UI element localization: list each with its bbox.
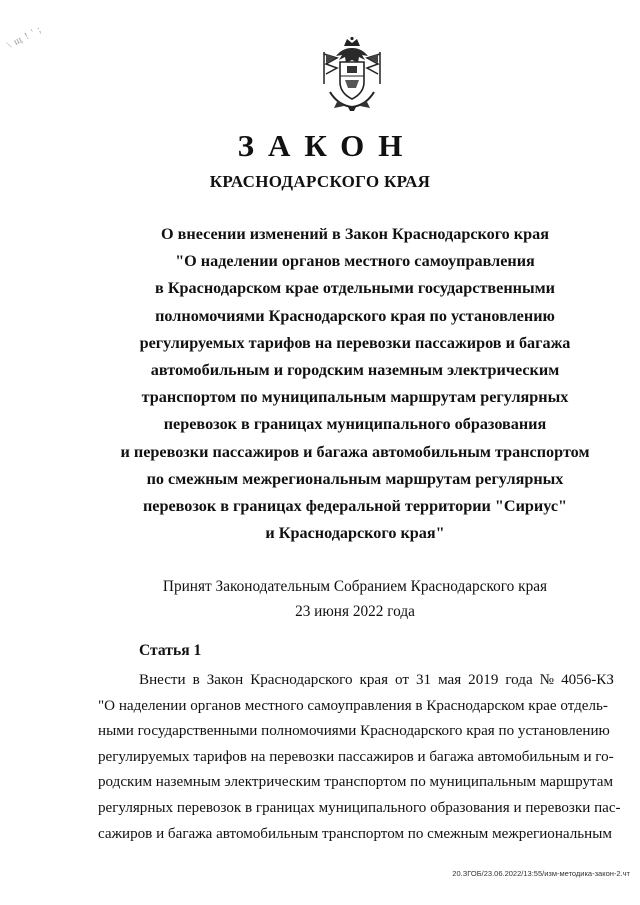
article-line xyxy=(98,668,614,694)
document-subtitle: КРАСНОДАРСКОГО КРАЯ xyxy=(209,172,431,191)
heading-line: по смежным межрегиональным маршрутам регулярных xyxy=(146,469,564,488)
heading-line: перевозок в границах федеральной территории "Сириус" xyxy=(142,497,568,516)
word: от xyxy=(395,672,409,688)
article-line: ными государственными полномочиями Краснодарского края по установлению xyxy=(98,723,610,740)
heading-line: и перевозки пассажиров и багажа автомобильным транспортом xyxy=(120,442,590,461)
law-heading xyxy=(98,221,612,547)
adoption-note xyxy=(0,574,640,624)
word: 4056-КЗ xyxy=(561,672,614,688)
adoption-body: Принят Законодательным Собранием Краснодарского края xyxy=(162,578,548,595)
heading-line: "О наделении органов местного самоуправления xyxy=(175,252,535,271)
word: мая xyxy=(438,672,462,688)
heading-line: в Краснодарском крае отдельными государственными xyxy=(155,279,555,298)
document-title: ЗАКОН xyxy=(237,128,417,163)
word: 31 xyxy=(415,672,432,688)
article-line: "О наделении органов местного самоуправления в Краснодарском крае отдель- xyxy=(98,697,608,714)
article-body xyxy=(98,668,621,847)
article-title: Статья 1 xyxy=(139,642,202,659)
coat-of-arms-emblem xyxy=(318,36,386,112)
article-line: регулируемых тарифов на перевозки пассажиров и багажа автомобильным и го- xyxy=(98,748,614,765)
adoption-date: 23 июня 2022 года xyxy=(295,603,415,620)
document-footer-code: 20.ЗГОБ/23.06.2022/13:55/изм-методика-закон-2.чт xyxy=(452,869,630,878)
margin-handwritten-mark: \ щ ! ' ; xyxy=(5,23,44,52)
heading-line: перевозок в границах муниципального образования xyxy=(163,415,547,434)
article-line: регулярных перевозок в границах муниципального образования и перевозки пас- xyxy=(98,799,621,816)
heading-line: транспортом по муниципальным маршрутам регулярных xyxy=(141,388,569,407)
heading-line: и Краснодарского края" xyxy=(265,524,445,543)
word: Краснодарского xyxy=(250,672,353,688)
heading-line: О внесении изменений в Закон Краснодарского края xyxy=(161,225,549,243)
article-line: родским наземным электрическим транспортом по муниципальным маршрутам xyxy=(98,774,614,791)
word: края xyxy=(359,672,389,688)
word: года xyxy=(505,672,533,688)
word: 2019 xyxy=(468,672,499,688)
word: в xyxy=(192,672,200,688)
word: Закон xyxy=(206,672,244,688)
heading-line: автомобильным и городским наземным электрическим xyxy=(150,361,560,380)
article-line: сажиров и багажа автомобильным транспортом по смежным межрегиональным xyxy=(98,825,612,842)
word: № xyxy=(539,672,555,688)
heading-line: регулируемых тарифов на перевозки пассажиров и багажа xyxy=(139,333,571,352)
word: Внести xyxy=(139,672,186,688)
heading-line: полномочиями Краснодарского края по установлению xyxy=(155,306,555,325)
